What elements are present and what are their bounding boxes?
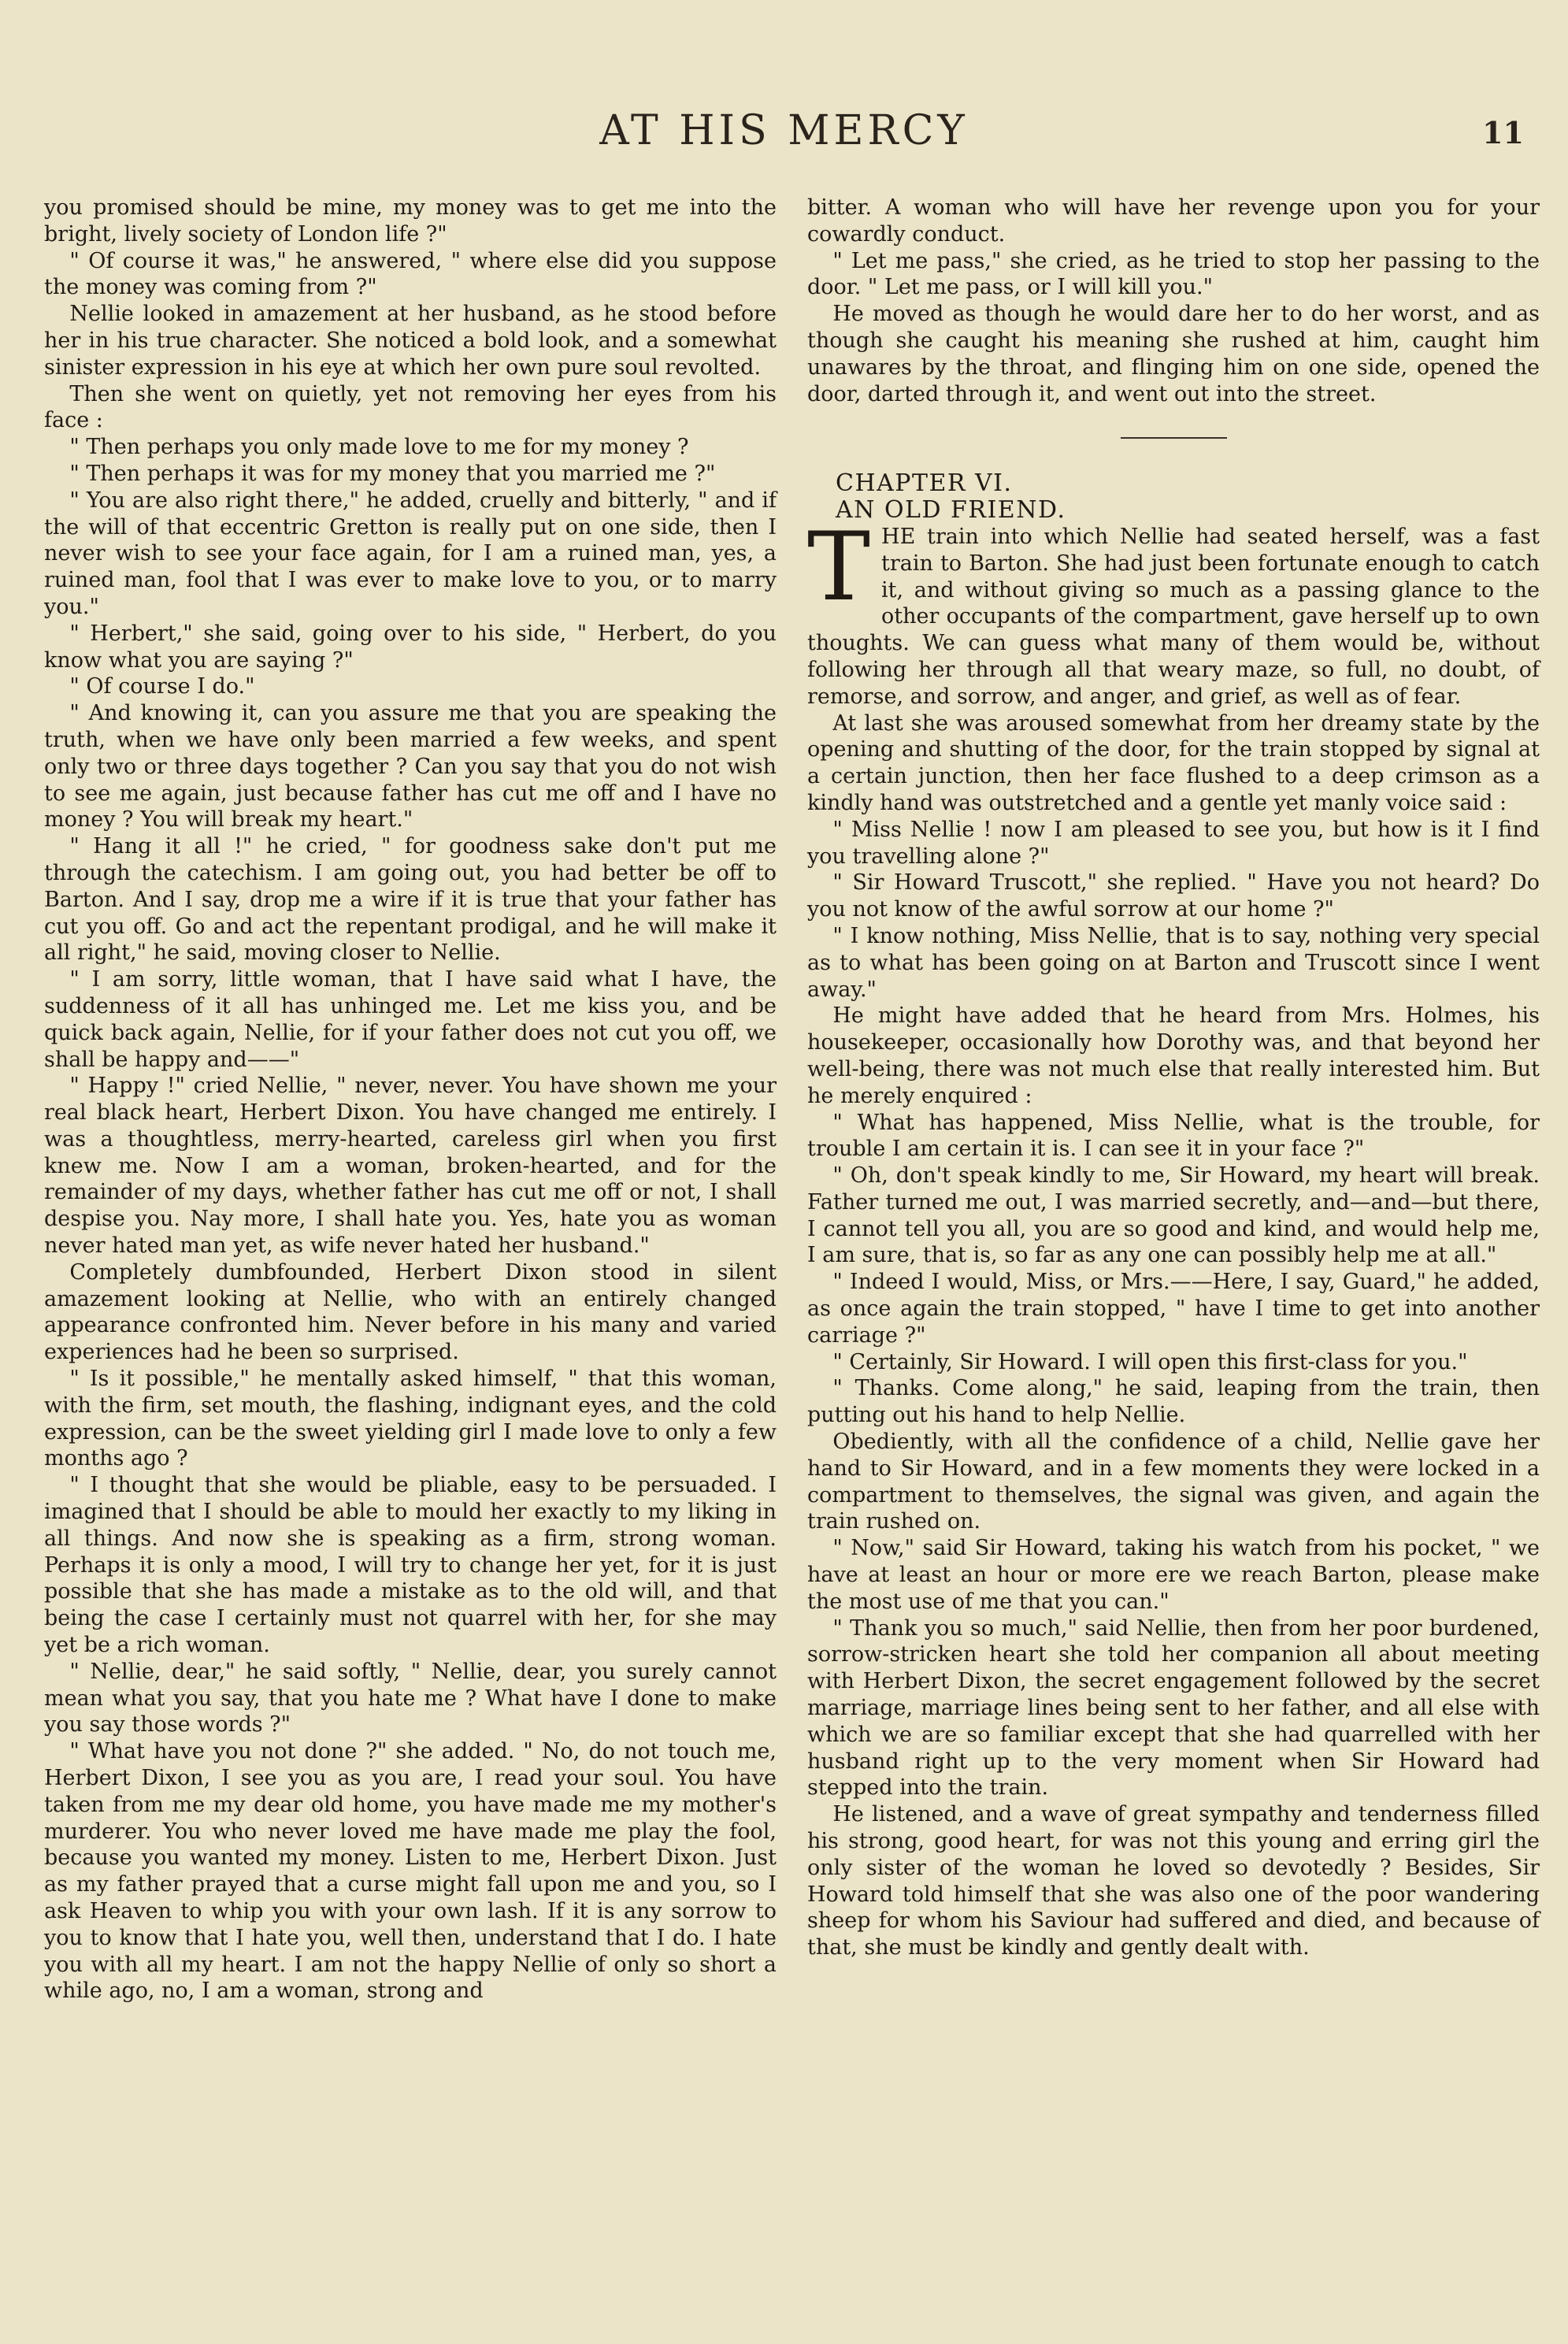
paragraph: " Herbert," she said, going over to his side, " Herbert, do you know what you are saying ?" bbox=[44, 621, 777, 673]
paragraph: " Nellie, dear," he said softly, " Nellie, dear, you surely cannot mean what you say, that you hate me ? What have I done to make you say those words ?" bbox=[44, 1659, 777, 1738]
paragraph: " I know nothing, Miss Nellie, that is to say, nothing very special as to what has been going on at Barton and Truscott since I went away." bbox=[807, 923, 1540, 1002]
paragraph: Obediently, with all the confidence of a child, Nellie gave her hand to Sir Howard, and in a few moments they were locked in a compartment to themselves, the signal was given, and again the train rushed on. bbox=[807, 1430, 1540, 1534]
chapter-heading: CHAPTER VI. bbox=[836, 469, 1013, 498]
paragraph: Nellie looked in amazement at her husband, as he stood before her in his true character. She noticed a bold look, and a somewhat sinister expression in his eye at which her own pure soul revolted. bbox=[44, 302, 777, 380]
paragraph: " Happy !" cried Nellie, " never, never. You have shown me your real black heart, Herbert Dixon. You have changed me entirely. I was a thoughtless, merry-hearted, careless girl when you first knew me. Now I am a woman, broken-hearted, and for the remainder of my days, whether father has cut me off or not, I shall despise you. Nay more, I shall hate you. Yes, hate you as woman never hated man yet, as wife never hated her husband." bbox=[44, 1074, 777, 1259]
paragraph: " Hang it all !" he cried, " for goodness sake don't put me through the catechism. I am going out, you had better be off to Barton. And I say, drop me a wire if it is true that your father has cut you off. Go and act the repentant prodigal, and he will make it all right," he said, moving closer to Nellie. bbox=[44, 834, 777, 966]
paragraph: " I thought that she would be pliable, easy to be persuaded. I imagined that I should be able to mould her exactly to my liking in all things. And now she is speaking as a firm, strong woman. Perhaps it is only a mood, I will try to change her yet, for it is just possible that she has made a mistake as to the old will, and that being the case I certainly must not quarrel with her, for she may yet be a rich woman. bbox=[44, 1473, 777, 1658]
paragraph: At last she was aroused somewhat from her dreamy state by the opening and shutting of the door, for the train stopped by signal at a certain junction, then her face flushed to a deep crimson as a kindly hand was outstretched and a gentle yet manly voice said : bbox=[807, 710, 1540, 815]
paragraph: " Now," said Sir Howard, taking his watch from his pocket, " we have at least an hour or more ere we reach Barton, please make the most use of me that you can." bbox=[807, 1536, 1540, 1614]
paragraph: you promised should be mine, my money was to get me into the bright, lively society of London life ?" bbox=[44, 195, 777, 247]
paragraph: He moved as though he would dare her to do her worst, and as though she caught his meaning she rushed at him, caught him unawares by the throat, and flinging him on one side, opened the door, darted through it, and went out into the street. bbox=[807, 302, 1540, 406]
paragraph: bitter. A woman who will have her revenge upon you for your cowardly conduct. bbox=[807, 195, 1540, 247]
paragraph: " I am sorry, little woman, that I have said what I have, the suddenness of it all has unhinged me. Let me kiss you, and be quick back again, Nellie, for if your father does not cut you off, we shall be happy and——" bbox=[44, 967, 777, 1072]
page-number: 11 bbox=[1482, 115, 1524, 150]
paragraph: " Thanks. Come along," he said, leaping from the train, then putting out his hand to help Nellie. bbox=[807, 1376, 1540, 1428]
paragraph: " Then perhaps it was for my money that you married me ?" bbox=[69, 461, 716, 486]
paragraph: " Of course it was," he answered, " where else did you suppose the money was coming from ?" bbox=[44, 248, 777, 300]
paragraph: " What have you not done ?" she added. " No, do not touch me, Herbert Dixon, I see you as you are, I read your soul. You have taken from me my dear old home, you have made me my mother's murderer. You who never loved me have made me play the fool, because you wanted my money. Listen to me, Herbert Dixon. Just as my father prayed that a curse might fall upon me and you, so I ask Heaven to whip you with your own lash. If it is any sorrow to you to know that I hate you, well then, understand that I do. I hate you with all my heart. I am not the happy Nellie of only so short a while ago, no, I am a woman, strong and bbox=[44, 1739, 777, 2004]
paragraph: " Let me pass," she cried, as he tried to stop her passing to the door. " Let me pass, or I will kill you." bbox=[807, 248, 1540, 300]
drop-cap: T bbox=[807, 512, 871, 622]
paragraph: " Sir Howard Truscott," she replied. " Have you not heard? Do you not know of the awful sorrow at our home ?" bbox=[807, 870, 1540, 922]
paragraph: Then she went on quietly, yet not removing her eyes from his face : bbox=[44, 381, 777, 433]
paragraph: Completely dumbfounded, Herbert Dixon stood in silent amazement looking at Nellie, who with an entirely changed appearance confronted him. Never before in his many and varied experiences had he been so surprised. bbox=[44, 1259, 777, 1365]
paragraph: He listened, and a wave of great sympathy and tenderness filled his strong, good heart, for was not this young and erring girl the only sister of the woman he loved so devotedly ? Besides, Sir Howard told himself that she was also one of the poor wandering sheep for whom his Saviour had suffered and died, and because of that, she must be kindly and gently dealt with. bbox=[807, 1802, 1540, 1960]
section-divider bbox=[1121, 437, 1227, 439]
opening-paragraph-text: HE train into which Nellie had seated herself, was a fast train to Barton. She had just been fortunate enough to catch it, and without giving so much as a passing glance to the other occupants of the compartment, gave herself up to own thoughts. We can guess what many of them would be, without following her through all that weary maze, so full, no doubt, of remorse, and sorrow, and anger, and grief, as well as of fear. bbox=[807, 524, 1540, 709]
paragraph: " Is it possible," he mentally asked himself, " that this woman, with the firm, set mouth, the flashing, indignant eyes, and the cold expression, can be the sweet yielding girl I made love to only a few months ago ? bbox=[44, 1367, 777, 1471]
paragraph: " Of course I do." bbox=[69, 674, 255, 699]
chapter-subtitle: AN OLD FRIEND. bbox=[836, 496, 1066, 525]
paragraph: " Indeed I would, Miss, or Mrs.——Here, I say, Guard," he added, as once again the train stopped, " have I time to get into another carriage ?" bbox=[807, 1270, 1540, 1348]
right-column bbox=[807, 195, 1540, 1961]
paragraph: " Certainly, Sir Howard. I will open this first-class for you." bbox=[832, 1349, 1468, 1374]
paragraph: " What has happened, Miss Nellie, what is the trouble, for trouble I am certain it is. I can see it in your face ?" bbox=[807, 1110, 1540, 1162]
running-title: AT HIS MERCY bbox=[599, 107, 969, 154]
paragraph: " Miss Nellie ! now I am pleased to see you, but how is it I find you travelling alone ?" bbox=[807, 817, 1540, 869]
paragraph: He might have added that he heard from Mrs. Holmes, his housekeeper, occasionally how Dorothy was, and that beyond her well-being, there was not much else that really interested him. But he merely enquired : bbox=[807, 1003, 1540, 1108]
paragraph: " Oh, don't speak kindly to me, Sir Howard, my heart will break. Father turned me out, I was married secretly, and—and—but there, I cannot tell you all, you are so good and kind, and would help me, I am sure, that is, so far as any one can possibly help me at all." bbox=[807, 1163, 1540, 1268]
paragraph: " Then perhaps you only made love to me for my money ? bbox=[69, 435, 689, 460]
paragraph: " And knowing it, can you assure me that you are speaking the truth, when we have only been married a few weeks, and spent only two or three days together ? Can you say that you do not wish to see me again, just because father has cut me off and I have no money ? You will break my heart." bbox=[44, 701, 777, 833]
opening-paragraph bbox=[807, 512, 1540, 710]
paragraph: " Thank you so much," said Nellie, then from her poor burdened, sorrow-stricken heart she told her companion all about meeting with Herbert Dixon, the secret engagement followed by the secret marriage, marriage lines being sent to her father, and all else with which we are so familiar except that she had quarrelled with her husband right up to the very moment when Sir Howard had stepped into the train. bbox=[807, 1615, 1540, 1801]
running-head bbox=[0, 101, 1568, 164]
paragraph: " You are also right there," he added, cruelly and bitterly, " and if the will of that eccentric Gretton is really put on one side, then I never wish to see your face again, for I am a ruined man, yes, a ruined man, fool that I was ever to make love to you, or to marry you." bbox=[44, 488, 777, 619]
left-column bbox=[44, 195, 777, 2005]
